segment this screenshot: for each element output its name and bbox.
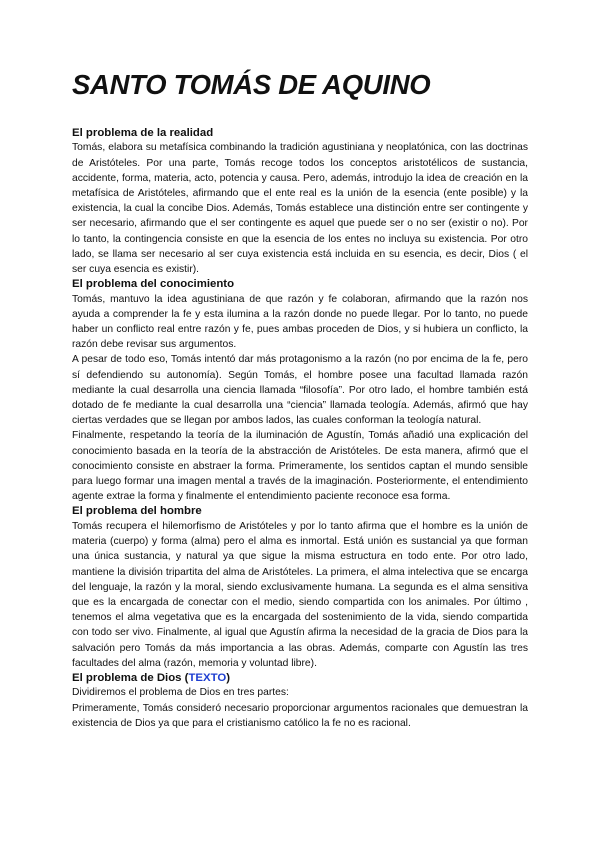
heading-prefix: El problema de Dios ( [72, 671, 189, 684]
document-title: SANTO TOMÁS DE AQUINO [72, 69, 431, 100]
paragraph: Primeramente, Tomás consideró necesario proporcionar argumentos racionales que demuestran la existencia de Dios ya que para el cristianismo católico la fe no es racional. [72, 702, 528, 729]
section-dios [72, 671, 528, 731]
paragraph: Finalmente, respetando la teoría de la iluminación de Agustín, Tomás añadió una explicación del conocimiento basada en la teoría de la abstracción de Aristóteles. De esta manera, afirmó que el conocimiento consiste en abstraer la forma. Primeramente, los sentidos captan el mundo sensible para luego formar una imagen mental a través de la imaginación. Posteriormente, el entendimiento agente extrae la forma y finalmente el entendimiento paciente reconoce esa forma. [72, 430, 528, 503]
document-page [72, 68, 528, 731]
paragraph: Tomás, elabora su metafísica combinando la tradición agustiniana y neoplatónica, con las doctrinas de Aristóteles. Por una parte, Tomás recoge todos los conceptos aristotélicos de sustancia, accidente, forma, materia, acto, potencia y causa. Pero, además, introdujo la idea de creación en la metafísica de Aristóteles, afirmando que el ente real es la unión de la esencia (ente posible) y la existencia, la cual la concibe Dios. Además, Tomás establece una distinción entre ser contingente y ser necesario, afirmando que el ser contingente es aquel que puede ser o no ser (existir o no). Por lo tanto, la contingencia consiste en que la esencia de los entes no incluya su existencia. Por otro lado, se llama ser necesario al ser cuya existencia está incluida en su esencia, es decir, Dios ( el ser cuya esencia es existir). [72, 142, 528, 276]
paragraph: A pesar de todo eso, Tomás intentó dar más protagonismo a la razón (no por encima de la fe, pero sí defendiendo su autonomía). Según Tomás, el hombre posee una facultad llamada razón mediante la cual desarrolla una ciencia llamada “filosofía”. Por otro lado, el hombre también está dotado de fe mediante la cual desarrolla una “ciencia” llamada teología. Además, afirmó que hay ciertas verdades que se llegan por ambos lados, las cuales conforman la teología natural. [72, 354, 528, 427]
section-heading: El problema del conocimiento [72, 278, 235, 291]
section-conocimiento [72, 277, 528, 504]
paragraph: Tomás recupera el hilemorfismo de Aristóteles y por lo tanto afirma que el hombre es la unión de materia (cuerpo) y forma (alma) pero el alma es inmortal. Está unión es sustancial ya que forman una única sustancia, y natural ya que sigue la misma estructura en todo ente. Por otro lado, mantiene la división tripartita del alma de Aristóteles. La primera, el alma intelectiva que se encarga del lenguaje, la razón y la moral, siendo exclusivamente humana. La segunda es el alma sensitiva que es la encargada de conectar con el medio, siendo compartida con los animales. Por último , tenemos el alma vegetativa que es la encargada del sostenimiento de la vida, siendo compartida con todo ser vivo. Finalmente, al igual que Agustín afirma la necesidad de la gracia de Dios para la salvación pero Tomás da más importancia a las obras. Además, comparte con Agustín las tres facultades del alma (razón, memoria y voluntad libre). [72, 520, 528, 669]
section-hombre [72, 504, 528, 670]
texto-link[interactable]: TEXTO [188, 671, 227, 684]
paragraph: Dividiremos el problema de Dios en tres partes: [72, 687, 289, 699]
section-heading [72, 671, 528, 685]
heading-suffix: ) [226, 671, 231, 684]
section-heading: El problema del hombre [72, 505, 202, 518]
paragraph: Tomás, mantuvo la idea agustiniana de que razón y fe colaboran, afirmando que la razón nos ayuda a comprender la fe y esta ilumina a la razón donde no puede llegar. Por lo tanto, no puede haber un conflicto real entre razón y fe, pues ambas proceden de Dios, y si hubiera un conflicto, la razón debe revisar sus argumentos. [72, 293, 528, 351]
section-heading: El problema de la realidad [72, 127, 214, 139]
section-realidad [72, 126, 528, 277]
